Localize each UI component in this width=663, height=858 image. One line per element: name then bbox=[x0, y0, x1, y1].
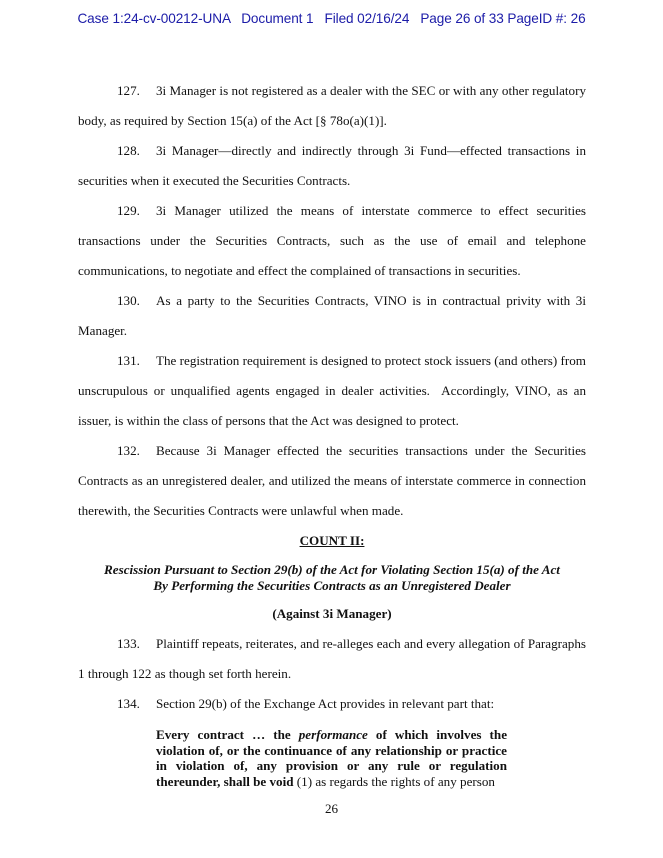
paragraph-129 bbox=[78, 196, 586, 286]
paragraph-130 bbox=[78, 286, 586, 346]
paragraph-number: 133. bbox=[117, 636, 140, 651]
filed-date: Filed 02/16/24 bbox=[324, 11, 410, 26]
paragraph-text: As a party to the Securities Contracts, VINO is in contractual privity with 3i Manager. bbox=[78, 293, 586, 338]
paragraph-text: The registration requirement is designed to protect stock issuers (and others) from unscrupulous or unqualified agents engaged in dealer activities. Accordingly, VINO, as an issuer, is within the class of persons that the Act was designed to protect. bbox=[78, 353, 590, 428]
ecf-header bbox=[0, 11, 663, 26]
document-number: Document 1 bbox=[241, 11, 314, 26]
count-subtitle-line-1: Rescission Pursuant to Section 29(b) of the Act for Violating Section 15(a) of the Act bbox=[104, 562, 560, 577]
count-heading: COUNT II: bbox=[299, 533, 365, 548]
paragraph-text: Section 29(b) of the Exchange Act provides in relevant part that: bbox=[156, 696, 495, 711]
paragraph-text: Plaintiff repeats, reiterates, and re-alleges each and every allegation of Paragraphs 1 through 122 as though set forth herein. bbox=[78, 636, 586, 681]
count-subtitle bbox=[78, 562, 586, 594]
paragraph-133 bbox=[78, 629, 586, 689]
page-number: 26 bbox=[324, 801, 339, 816]
paragraph-number: 131. bbox=[117, 353, 140, 368]
paragraph-number: 127. bbox=[117, 83, 140, 98]
count-against: (Against 3i Manager) bbox=[272, 606, 392, 621]
paragraph-number: 129. bbox=[117, 203, 140, 218]
quote-bold-lead: Every contract … the bbox=[156, 727, 299, 742]
paragraph-number: 130. bbox=[117, 293, 140, 308]
count-subtitle-line-2: By Performing the Securities Contracts as an Unregistered Dealer bbox=[153, 578, 511, 593]
paragraph-134 bbox=[78, 689, 586, 719]
paragraph-128 bbox=[78, 136, 586, 196]
paragraph-127 bbox=[78, 76, 586, 136]
quote-bold-body: of which involves the violation of, or the continuance of any relationship or practice in violation of, any provision or any rule or regulation thereunder, shall be void bbox=[156, 727, 508, 789]
page-count: Page 26 of 33 bbox=[420, 11, 504, 26]
page-id: PageID #: 26 bbox=[507, 11, 586, 26]
quote-italic-emphasis: performance bbox=[298, 727, 368, 742]
paragraph-text: 3i Manager—directly and indirectly through 3i Fund—effected transactions in securities when it executed the Securities Contracts. bbox=[78, 143, 586, 188]
paragraph-text: 3i Manager utilized the means of interstate commerce to effect securities transactions under the Securities Contracts, such as the use of email and telephone communications, to negotiate and effect the complained of transactions in securities. bbox=[78, 203, 586, 278]
paragraph-132 bbox=[78, 436, 586, 526]
paragraph-text: Because 3i Manager effected the securities transactions under the Securities Contracts as an unregistered dealer, and utilized the means of interstate commerce in connection therewith, the Securities Contracts were unlawful when made. bbox=[78, 443, 586, 518]
paragraph-number: 134. bbox=[117, 696, 140, 711]
block-quote bbox=[156, 727, 507, 789]
document-body bbox=[78, 76, 590, 789]
paragraph-number: 128. bbox=[117, 143, 140, 158]
paragraph-131 bbox=[78, 346, 590, 436]
case-number: Case 1:24-cv-00212-UNA bbox=[77, 11, 231, 26]
paragraph-number: 132. bbox=[117, 443, 140, 458]
paragraph-text: 3i Manager is not registered as a dealer with the SEC or with any other regulatory body, as required by Section 15(a) of the Act [§ 78o(a)(1)]. bbox=[78, 83, 586, 128]
quote-plain-tail: (1) as regards the rights of any person bbox=[293, 773, 495, 789]
